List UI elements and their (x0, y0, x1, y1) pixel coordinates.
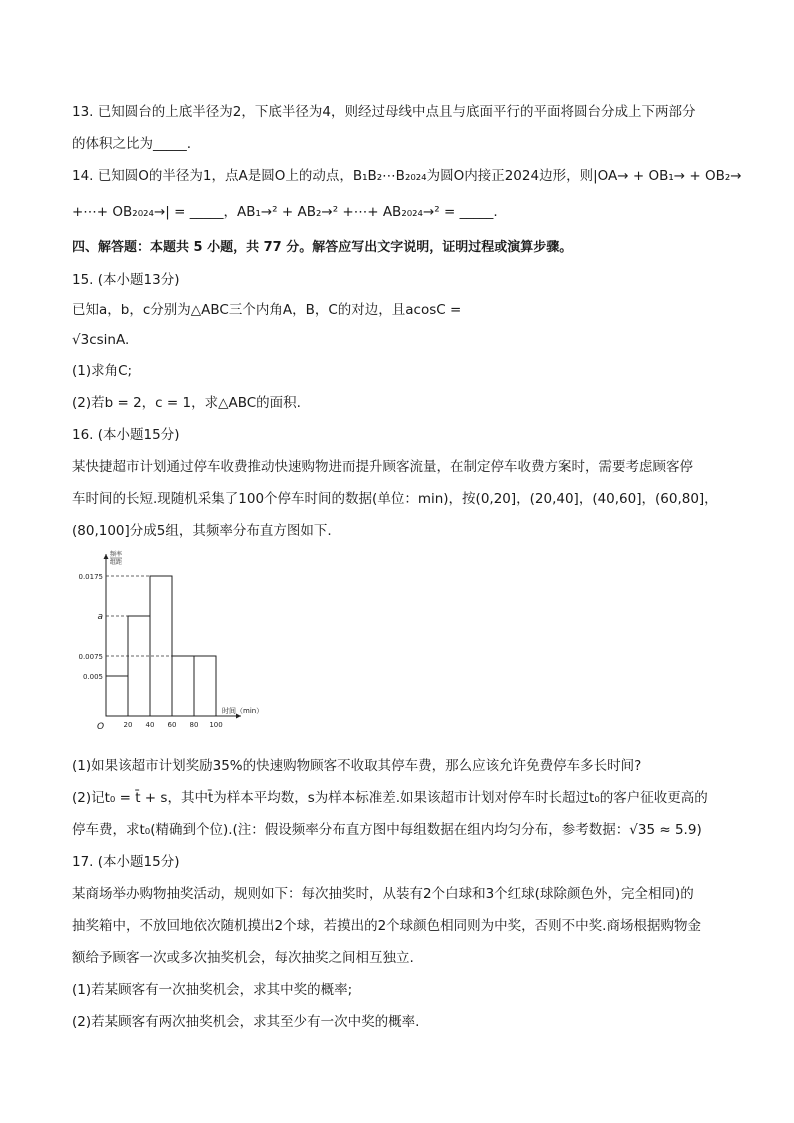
q17-title: 17. (本小题15分) (72, 854, 180, 870)
x-tick-label: 80 (189, 721, 199, 729)
q17-stem2: 抽奖箱中，不放回地依次随机摸出2个球，若摸出的2个球颜色相同则为中奖，否则不中奖.商场根据购物金 (72, 918, 701, 934)
q16-part1: (1)如果该超市计划奖励35%的快速购物顾客不收取其停车费，那么应该允许免费停车多长时间? (72, 758, 642, 774)
x-tick-label: 20 (123, 721, 133, 729)
q15-part2: (2)若b = 2，c = 1，求△ABC的面积. (72, 395, 301, 411)
q15-stem1: 已知a，b，c分别为△ABC三个内角A，B，C的对边，且acosC = (72, 302, 462, 318)
y-axis-label-bottom: 组距 (110, 559, 123, 566)
histogram-bar (106, 676, 128, 716)
x-tick-label: 100 (209, 721, 223, 729)
q16-stem3: (80,100]分成5组，其频率分布直方图如下. (72, 523, 332, 539)
q15-stem2: √3csinA. (72, 332, 130, 348)
q16-part2b: 停车费，求t₀(精确到个位).(注：假设频率分布直方图中每组数据在组内均匀分布，参考数据：√35 ≈ 5.9) (72, 822, 702, 838)
q16-title: 16. (本小题15分) (72, 427, 180, 443)
q17-stem3: 额给予顾客一次或多次抽奖机会，每次抽奖之间相互独立. (72, 950, 414, 966)
q17-stem1: 某商场举办购物抽奖活动，规则如下：每次抽奖时，从装有2个白球和3个红球(球除颜色外，完全相同)的 (72, 886, 694, 902)
y-axis-label-top: 频率 (110, 551, 123, 558)
q14-line2: +⋯+ OB₂₀₂₄→| = _____，AB₁→² + AB₂→² +⋯+ AB₂₀₂₄→² = _____. (72, 204, 498, 220)
q16-stem2: 车时间的长短.现随机采集了100个停车时间的数据(单位：min)，按(0,20]，(20,40]，(40,60]，(60,80]， (72, 491, 718, 507)
q16-part2a: (2)记t₀ = t̄ + s，其中t̄为样本平均数，s为样本标准差.如果该超市计划对停车时长超过t₀的客户征收更高的 (72, 790, 708, 806)
q16-stem1: 某快捷超市计划通过停车收费推动快速购物进而提升顾客流量，在制定停车收费方案时，需要考虑顾客停 (72, 459, 693, 475)
y-tick-label: a (97, 612, 103, 622)
x-tick-label: 40 (145, 721, 155, 729)
section-4-heading: 四、解答题：本题共 5 小题，共 77 分。解答应写出文字说明，证明过程或演算步骤。 (72, 240, 573, 255)
q15-part1: (1)求角C; (72, 363, 133, 379)
q17-part2: (2)若某顾客有两次抽奖机会，求其至少有一次中奖的概率. (72, 1014, 420, 1030)
y-tick-label: 0.0175 (78, 573, 103, 581)
y-axis-arrow (104, 554, 109, 559)
y-tick-label: 0.0075 (78, 653, 103, 661)
origin-label: O (97, 722, 105, 732)
histogram-bar (150, 576, 172, 716)
q13-line2: 的体积之比为_____. (72, 136, 192, 152)
q13-line1: 13. 已知圆台的上底半径为2，下底半径为4，则经过母线中点且与底面平行的平面将圆台分成上下两部分 (72, 104, 696, 120)
histogram-bar (172, 656, 194, 716)
x-tick-label: 60 (167, 721, 177, 729)
histogram (78, 546, 286, 746)
histogram-bar (128, 616, 150, 716)
histogram-bar (194, 656, 216, 716)
q15-title: 15. (本小题13分) (72, 272, 180, 288)
x-axis-label: 时间（min） (222, 707, 264, 715)
q14-line1: 14. 已知圆O的半径为1，点A是圆O上的动点，B₁B₂⋯B₂₀₂₄为圆O内接正2024边形，则|OA→ + OB₁→ + OB₂→ (72, 168, 742, 184)
y-tick-label: 0.005 (82, 673, 103, 681)
q17-part1: (1)若某顾客有一次抽奖机会，求其中奖的概率; (72, 982, 353, 998)
